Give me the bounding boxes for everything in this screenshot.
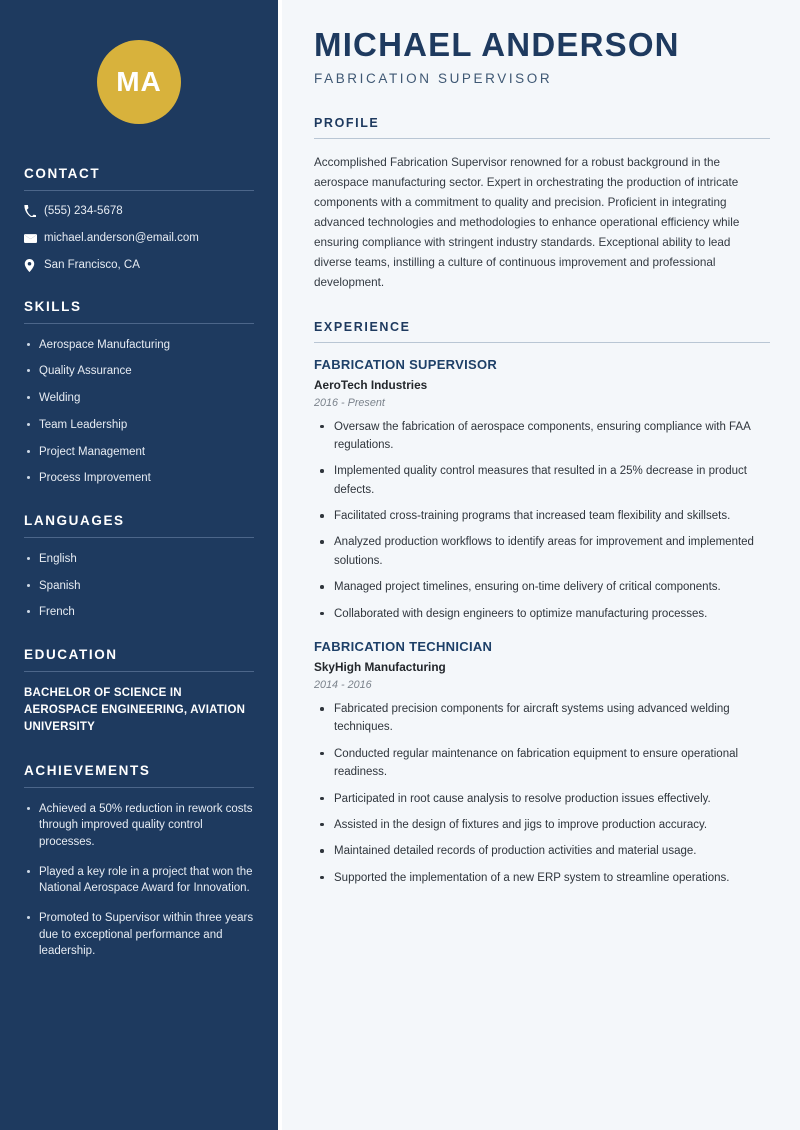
experience-heading: EXPERIENCE [314,319,411,334]
profile-heading: PROFILE [314,115,380,130]
profile-section [314,116,770,294]
languages-list [24,551,254,621]
list-item: Project Management [24,444,254,461]
sidebar [0,0,278,1130]
contact-phone-text: (555) 234-5678 [44,205,123,217]
list-item: Aerospace Manufacturing [24,337,254,354]
skills-section [24,299,254,487]
list-item: English [24,551,254,568]
list-item: Fabricated precision components for aircraft systems using advanced welding techniques. [314,700,770,737]
experience-entry [314,357,770,624]
list-item: Analyzed production workflows to identify areas for improvement and implemented solutions. [314,533,770,570]
skills-divider [24,323,254,324]
email-icon [24,232,44,245]
list-item: Achieved a 50% reduction in rework costs through improved quality control processes. [24,801,254,851]
experience-company: AeroTech Industries [314,377,428,392]
education-entry: BACHELOR OF SCIENCE IN AEROSPACE ENGINEERING, AVIATION UNIVERSITY [24,686,246,734]
list-item: Process Improvement [24,470,254,487]
achievements-divider [24,787,254,788]
languages-heading: LANGUAGES [24,512,125,528]
experience-dates: 2016 - Present [314,396,385,409]
experience-entry [314,639,770,887]
contact-item-phone[interactable] [24,204,254,219]
list-item: Assisted in the design of fixtures and jigs to improve production accuracy. [314,816,770,834]
profile-text: Accomplished Fabrication Supervisor renowned for a robust background in the aerospace manufacturing sector. Expert in orchestrating the production of intricate components with a commitment to quality and precision. Proficient in integrating advanced technologies and methodologies to enhance operational efficiency while ensuring compliance with stringent industry standards. Exceptional ability to lead diverse teams, instilling a culture of continuous improvement and professional development. [314,155,740,290]
experience-job-title: FABRICATION TECHNICIAN [314,639,493,655]
list-item: Supported the implementation of a new ERP system to streamline operations. [314,869,770,887]
contact-section [24,166,254,273]
list-item: Participated in root cause analysis to resolve production issues effectively. [314,790,770,808]
experience-section [314,320,770,888]
avatar: MA [97,40,181,124]
skills-list [24,337,254,487]
job-subtitle: FABRICATION SUPERVISOR [314,70,553,86]
skills-heading: SKILLS [24,298,82,314]
contact-location-text: San Francisco, CA [44,258,140,271]
avatar-container [24,0,254,166]
list-item: Implemented quality control measures that resulted in a 25% decrease in product defects. [314,462,770,499]
contact-item-email[interactable] [24,231,254,246]
experience-bullet-list [314,418,770,624]
achievements-section [24,763,254,960]
languages-section [24,513,254,621]
contact-email-text: michael.anderson@email.com [44,231,199,244]
languages-divider [24,537,254,538]
location-pin-icon [24,259,44,272]
list-item: Maintained detailed records of production activities and material usage. [314,842,770,860]
contact-item-location[interactable] [24,258,254,273]
experience-bullet-list [314,700,770,887]
list-item: Team Leadership [24,417,254,434]
experience-job-title: FABRICATION SUPERVISOR [314,356,498,372]
list-item: Played a key role in a project that won the National Aerospace Award for Innovation. [24,864,254,897]
list-item: Quality Assurance [24,363,254,380]
list-item: Promoted to Supervisor within three years due to exceptional performance and leadership. [24,910,254,960]
education-section [24,647,254,737]
achievements-heading: ACHIEVEMENTS [24,762,151,778]
list-item: Welding [24,390,254,407]
list-item: Collaborated with design engineers to optimize manufacturing processes. [314,605,770,623]
education-divider [24,671,254,672]
list-item: Oversaw the fabrication of aerospace components, ensuring compliance with FAA regulations. [314,418,770,455]
experience-company: SkyHigh Manufacturing [314,660,446,675]
phone-icon [24,205,44,217]
profile-divider [314,138,770,139]
list-item: Spanish [24,578,254,595]
achievements-list [24,801,254,960]
main-content [278,0,800,1130]
education-heading: EDUCATION [24,646,118,662]
page-title: MICHAEL ANDERSON [314,26,680,63]
contact-heading: CONTACT [24,166,101,181]
list-item: Facilitated cross-training programs that increased team flexibility and skillsets. [314,507,770,525]
list-item: French [24,604,254,621]
experience-dates: 2014 - 2016 [314,679,372,692]
experience-divider [314,342,770,343]
list-item: Conducted regular maintenance on fabrication equipment to ensure operational readiness. [314,745,770,782]
contact-divider [24,190,254,191]
list-item: Managed project timelines, ensuring on-time delivery of critical components. [314,578,770,596]
